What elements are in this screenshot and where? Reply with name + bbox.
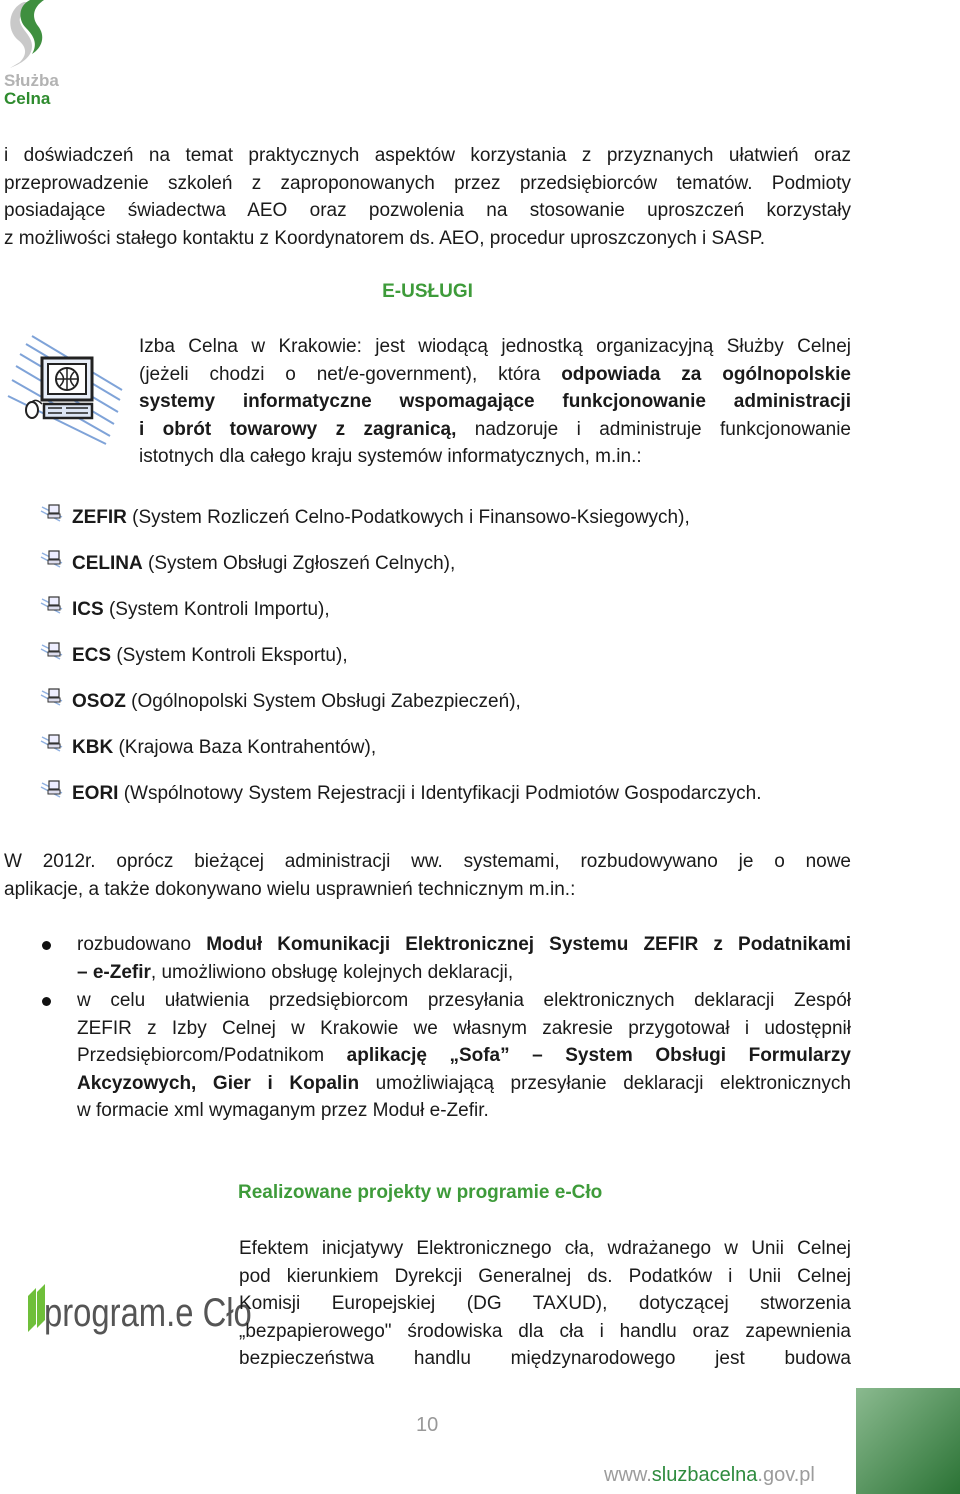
bullet-1-line-1a: rozbudowano <box>77 934 207 955</box>
computer-list-icon <box>40 595 66 617</box>
system-code: ICS <box>72 599 104 620</box>
projects-line: Komisji Europejskiej (DG TAXUD), dotyczącej stworzenia <box>239 1293 851 1314</box>
bullet-2-line-3 <box>77 1042 851 1070</box>
bullet-1-line-2a: – e-Zefir <box>77 961 151 983</box>
system-code: KBK <box>72 737 114 758</box>
logo-line1: Służba <box>4 71 59 90</box>
page-number: 10 <box>416 1414 439 1436</box>
system-item <box>40 733 376 761</box>
computer-list-icon <box>40 733 66 755</box>
eservices-line-4a: i obrót towarowy z zagranicą, <box>139 418 457 440</box>
footer-url-domain: sluzbacelna <box>651 1464 758 1486</box>
system-description: (System Kontroli Importu), <box>103 599 330 620</box>
intro-line-4: z możliwości stałego kontaktu z Koordynatorem ds. AEO, procedur uproszczonych i SASP. <box>4 227 766 249</box>
intro-line-2: przeprowadzenie szkoleń z zaproponowanych przez przedsiębiorców tematów. Podmioty <box>4 172 851 194</box>
projects-line: „bezpapierowego" środowiska dla cła i handlu oraz zapewnienia <box>239 1320 851 1342</box>
eservices-line-4b: nadzoruje i administruje funkcjonowanie <box>456 418 851 440</box>
system-description: (Krajowa Baza Kontrahentów), <box>113 737 377 758</box>
section-heading-projects: Realizowane projekty w programie e-Cło <box>238 1182 603 1203</box>
bullet-2-line-2: ZEFIR z Izby Celnej w Krakowie we własnym zakresie przygotował i udostępnił <box>77 1017 851 1039</box>
system-code: ZEFIR <box>72 507 127 528</box>
eservices-line-2a: (jeżeli chodzi o net/e-government), która <box>139 363 562 385</box>
system-item <box>40 687 521 715</box>
bullet-2 <box>42 997 51 1006</box>
eservices-line-3: systemy informatyczne wspomagające funkcjonowanie administracji <box>139 391 851 412</box>
para2012-line-2: aplikacje, a także dokonywano wielu usprawnień technicznym m.in.: <box>4 878 576 900</box>
bullet-2-line-3b: aplikację „Sofa” – System Obsługi Formularzy <box>346 1045 852 1066</box>
program-logo-text: program.e Cło <box>44 1289 252 1335</box>
bullet-2-line-5: w formacie xml wymaganym przez Moduł e-Zefir. <box>77 1100 489 1121</box>
computer-list-icon <box>40 549 66 571</box>
bullet-2-line-4a: Akcyzowych, Gier i Kopalin <box>77 1072 360 1094</box>
bullet-1 <box>42 941 51 950</box>
logo-line2: Celna <box>4 89 51 108</box>
system-item <box>40 549 455 577</box>
eservices-line-5: istotnych dla całego kraju systemów informatycznych, m.in.: <box>139 446 642 467</box>
system-description: (Wspólnotowy System Rejestracji i Identyfikacji Podmiotów Gospodarczych. <box>118 783 762 804</box>
system-item <box>40 641 348 669</box>
logo-wordmark <box>4 72 59 108</box>
eservices-line-2 <box>139 361 851 389</box>
bullet-1-line-1b: Moduł Komunikacji Elektronicznej Systemu ZEFIR z Podatnikami <box>206 934 851 955</box>
footer-url-suffix: .gov.pl <box>757 1464 815 1486</box>
system-code: EORI <box>72 783 119 804</box>
projects-line: bezpieczeństwa handlu międzynarodowego jest budowa <box>239 1348 851 1369</box>
footer-url-prefix: www. <box>604 1464 652 1486</box>
footer-website[interactable] <box>604 1464 815 1487</box>
computer-list-icon <box>40 503 66 525</box>
section-heading-eservices: E-USŁUGI <box>382 281 473 302</box>
computer-list-icon <box>40 779 66 801</box>
bullet-2-line-1: w celu ułatwienia przedsiębiorcom przesyłania elektronicznych deklaracji Zespół <box>77 990 851 1011</box>
system-code: ECS <box>72 645 112 666</box>
system-code: OSOZ <box>72 691 126 712</box>
corner-decoration <box>856 1388 960 1494</box>
computer-list-icon <box>40 641 66 663</box>
projects-line: Efektem inicjatywy Elektronicznego cła, wdrażanego w Unii Celnej <box>239 1238 851 1259</box>
intro-line-3: posiadające świadectwa AEO oraz pozwolenia na stosowanie uproszczeń korzystały <box>4 200 851 221</box>
computer-globe-icon <box>2 328 126 448</box>
system-description: (System Kontroli Eksportu), <box>111 645 348 666</box>
computer-list-icon <box>40 687 66 709</box>
eservices-line-2b: odpowiada za ogólnopolskie <box>561 363 851 385</box>
bullet-1-line-2b: , umożliwiono obsługę kolejnych deklaracji, <box>150 961 514 983</box>
para2012-line-1: W 2012r. oprócz bieżącej administracji ww. systemami, rozbudowywano je o nowe <box>4 851 851 872</box>
system-item <box>40 779 762 807</box>
eservices-line-4 <box>139 416 851 444</box>
system-code: CELINA <box>72 553 143 574</box>
system-item <box>40 595 330 623</box>
bullet-2-line-4b: umożliwiającą przesyłanie deklaracji elektronicznych <box>359 1072 851 1094</box>
projects-line: pod kierunkiem Dyrekcji Generalnej ds. Podatków i Unii Celnej <box>239 1265 851 1287</box>
intro-line-1: i doświadczeń na temat praktycznych aspektów korzystania z przyznanych ułatwień oraz <box>4 145 851 166</box>
system-item <box>40 503 690 531</box>
bullet-1-line-2 <box>77 959 851 987</box>
bullet-1-line-1 <box>77 931 851 959</box>
system-description: (System Obsługi Zgłoszeń Celnych), <box>142 553 456 574</box>
system-description: (Ogólnopolski System Obsługi Zabezpieczeń), <box>125 691 521 712</box>
system-description: (System Rozliczeń Celno-Podatkowych i Finansowo-Ksiegowych), <box>126 507 690 528</box>
eservices-line-1: Izba Celna w Krakowie: jest wiodącą jednostką organizacyjną Służby Celnej <box>139 336 851 357</box>
program-e-clo-logo <box>26 1244 252 1340</box>
bullet-2-line-3a: Przedsiębiorcom/Podatnikom <box>77 1045 347 1066</box>
bullet-2-line-4 <box>77 1070 851 1098</box>
